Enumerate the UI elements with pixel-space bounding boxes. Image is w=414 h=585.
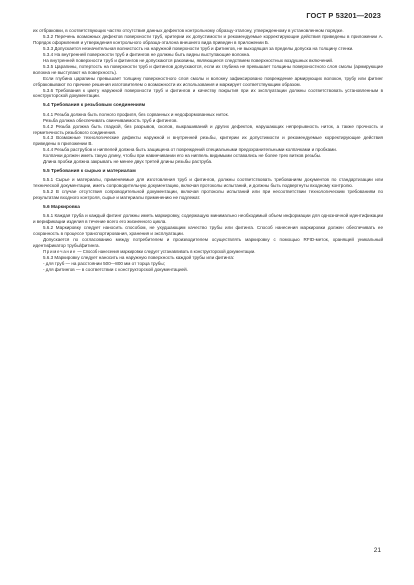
page-number: 21 xyxy=(373,547,381,554)
paragraph: 5.3.6 Требования к цвету наружной поверхности труб и фитингов и качеству покрытия при их эксплуатации должны соответствовать установленным в конструкторской документации. xyxy=(33,87,383,99)
paragraph: На внутренней поверхности труб и фитингов не допускаются раковины, являющиеся следствием поверхностных воздушных включений. xyxy=(43,57,334,63)
note-text: — Способ нанесения маркировки следует устанавливать в конструкторской документации. xyxy=(76,249,256,255)
paragraph: 5.6.1 Каждая труба и каждый фитинг должны иметь маркировку, содержащую минимально необходимый объем информации для однозначной идентификации и верификации изделия в течение всего его жизненного цикла. xyxy=(33,213,383,225)
page-body xyxy=(33,28,383,273)
paragraph: 5.5.2 В случае отсутствия сопроводительной документации, включая протоколы испытаний или при несоответствии технологическим требованиям по результатам входного контроля, сырье и материалы применению не подлежат. xyxy=(33,189,383,201)
paragraph: 5.3.4 На внутренней поверхности труб и фитингов не должны быть видны выступающие волокна. xyxy=(43,51,251,57)
paragraph: Допускается по согласованию между потребителем и производителем осуществлять маркировку с помощью RFID-меток, хранящей уникальный идентификатор трубы/фитинга. xyxy=(33,237,383,249)
list-item: - для труб — на расстоянии 500—800 мм от торца трубы; xyxy=(43,260,165,266)
section-heading: 5.4 Требования к резьбовым соединениям xyxy=(43,103,146,109)
section-heading: 5.5 Требования к сырью и материалам xyxy=(43,169,136,175)
paragraph: 5.6.3 Маркировку следует наносить на наружную поверхность каждой трубы или фитинга: xyxy=(43,254,235,260)
paragraph: Колпачки должен иметь такую длину, чтобы при навинчивании его на ниппель видимыми оставались не более трех витков резьбы. xyxy=(43,153,322,159)
paragraph: их отбраковки, в соответствующих частях отсутствия данных дефектов контрольному образцу-эталону, утвержденному в установленном порядке. xyxy=(33,28,344,33)
paragraph: Длина пробки должна закрывать не менее двух третей длины резьбы раструба. xyxy=(43,159,213,165)
paragraph: 5.4.2 Резьба должна быть гладкой, без разрывов, сколов, выкрашиваний и других дефектов, нарушающих непрерывность ниток, а также прочность и герметичность резьбового соединения. xyxy=(33,123,383,135)
paragraph: 5.3.2 Перечень возможных дефектов поверхности труб, критерии их допустимости и рекомендуемые корректирующие действия приведены в приложении А. Порядок оформления и утверждения контрольного образца-эталона внешнего вида приведен в приложении Б. xyxy=(33,33,383,45)
note-label: Примечание xyxy=(43,249,77,255)
list-item: - для фитингов — в соответствии с конструкторской документацией. xyxy=(43,266,188,272)
paragraph: Резьба должна обеспечивать свинчиваемость труб и фитингов. xyxy=(43,117,178,123)
paragraph: Если глубина царапины превышает толщину поверхностного слоя смолы и волокну зафиксировано повреждение армирующих волокон, трубу или фитинг отбраковывают по причине решения изготовителем о возможности их использования и маркирует соответствующим образом. xyxy=(33,75,383,87)
paragraph: 5.3.3 Допускается незначительная волнистость на наружной поверхности труб и фитингов, не выходящая за пределы допуска на толщину стенки. xyxy=(43,45,354,51)
paragraph: 5.6.2 Маркировку следует наносить способом, не ухудшающим качество трубы или фитинга. Способ нанесения маркировки должен обеспечивать ее сохранность в процессе транспортирования, хранения и эксплуатации. xyxy=(33,225,383,237)
paragraph: 5.5.1 Сырье и материалы, применяемые для изготовления труб и фитингов, должны соответствовать требованиям документов по стандартизации или технической документации, иметь сопроводительную документацию, включая протоколы испытаний, и должны быть подвергнуты входному контролю. xyxy=(33,177,383,189)
paragraph: 5.4.4 Резьба раструбов и ниппелей должна быть защищена от повреждений специальными предохранительными колпачками и пробками. xyxy=(43,147,338,153)
paragraph: 5.4.3 Возможные технологические дефекты наружной и внутренней резьбы, критерии их допустимости и рекомендуемые корректирующие действия приведены в приложении В. xyxy=(33,135,383,147)
page-header: ГОСТ Р 53201—2023 xyxy=(306,11,381,20)
paragraph: 5.3.5 Царапины, потертость на поверхности труб и фитингов допускаются, если их глубина не превышает толщины поверхностного слоя смолы (армирующие волокна не выступают на поверхность). xyxy=(33,63,383,75)
section-heading: 5.6 Маркировка xyxy=(43,205,80,211)
paragraph: 5.4.1 Резьба должна быть полного профиля, без сорванных и недоформованных ниток. xyxy=(43,111,229,117)
